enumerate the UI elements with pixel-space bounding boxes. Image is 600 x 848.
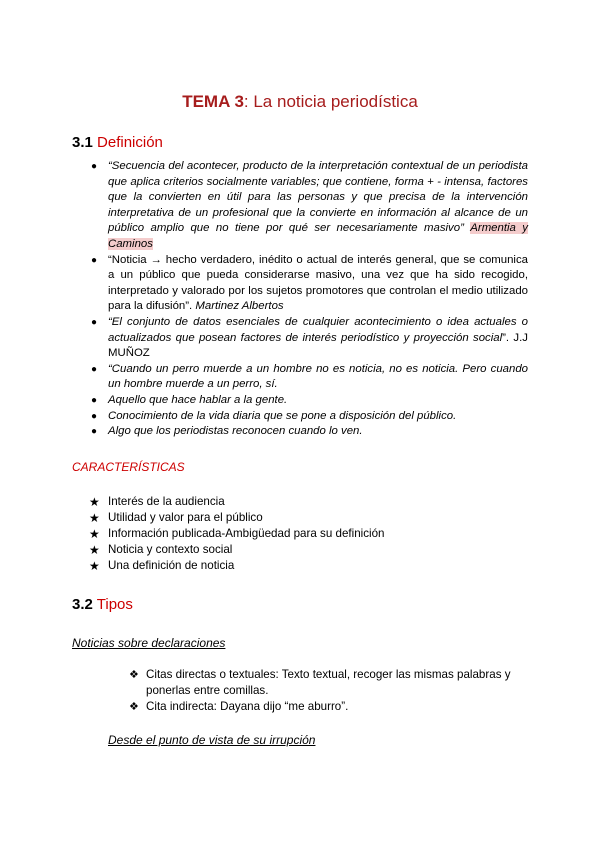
list-item: ★ Noticia y contexto social [89,543,233,557]
definition-item: ● “Secuencia del acontecer, producto de la interpretación contextual de un periodista que aplica criterios socialmente variables; que contiene, forma + - intensa, factores que la convierten en útil para las personas y que precisa de la intervención interpretativa de un profesional que la convierte en información al alcance de un público amplio que no tiene por qué ser necesariamente masivo” Armentia y Caminos [91,160,528,250]
definition-item: ● Algo que los periodistas reconocen cuando lo ven. [108,424,528,440]
diamond-bullet-icon: ❖ [129,669,139,681]
caracteristicas-list [89,494,385,574]
star-icon: ★ [89,559,100,573]
star-icon: ★ [89,527,100,541]
diamond-bullet-icon: ❖ [129,701,139,713]
list-item: ★ Información publicada-Ambigüedad para su definición [89,527,385,541]
section-number: 3.1 [72,134,93,151]
definition-item: ● “Noticia → hecho verdadero, inédito o actual de interés general, que se comunica a un público que pueda considerarse masivo, una vez que ha sido recogido, interpretado y valorado por los sujetos promotores que controlan el medio utilizado para la difusión”. Martinez Albertos [91,253,528,313]
bullet-icon: ● [91,316,98,328]
definition-item: ● “Cuando un perro muerde a un hombre no es noticia, no es noticia. Pero cuando un hombre muerde a un perro, sí. [91,362,528,391]
definition-item: ● “El conjunto de datos esenciales de cualquier acontecimiento o idea actuales o actualizados que posean factores de interés periodístico y proyección social”. J.J MUÑOZ [91,315,528,360]
star-icon: ★ [89,543,100,557]
section-label: Tipos [96,596,133,613]
section-number: 3.2 [72,596,93,613]
list-item: ★ Interés de la audiencia [89,495,225,509]
list-item: ★ Una definición de noticia [89,559,235,573]
author-citation: Martinez Albertos [195,300,284,313]
author-citation: ”. J.J MUÑOZ [108,331,528,360]
declaraciones-heading: Noticias sobre declaraciones [72,636,226,650]
page-title [0,92,600,112]
bullet-icon: ● [91,254,98,266]
title-label: TEMA 3 [182,92,244,111]
star-icon: ★ [89,495,100,509]
irrupcion-heading: Desde el punto de vista de su irrupción [108,733,316,747]
section-heading-definicion [72,134,163,151]
definition-item: ● Aquello que hace hablar a la gente. [108,393,528,409]
section-heading-tipos [72,596,133,613]
definition-item: ● Conocimiento de la vida diaria que se pone a disposición del público. [108,409,528,425]
bullet-icon: ● [91,363,98,375]
star-icon: ★ [89,511,100,525]
author-citation: Armentia y Caminos [108,222,528,250]
declaraciones-list [129,667,530,715]
bullet-icon: ● [91,161,98,172]
definition-list [91,159,528,440]
caracteristicas-heading: CARACTERÍSTICAS [72,460,185,474]
title-rest: : La noticia periodística [243,92,418,111]
bullet-icon: ● [91,426,98,438]
section-label: Definición [97,134,163,151]
bullet-icon: ● [91,394,98,406]
list-item: ❖ Citas directas o textuales: Texto textual, recoger las mismas palabras y ponerlas entre comillas. [129,668,511,697]
list-item: ❖ Cita indirecta: Dayana dijo “me aburro”. [129,700,349,713]
list-item: ★ Utilidad y valor para el público [89,511,263,525]
bullet-icon: ● [91,410,98,422]
